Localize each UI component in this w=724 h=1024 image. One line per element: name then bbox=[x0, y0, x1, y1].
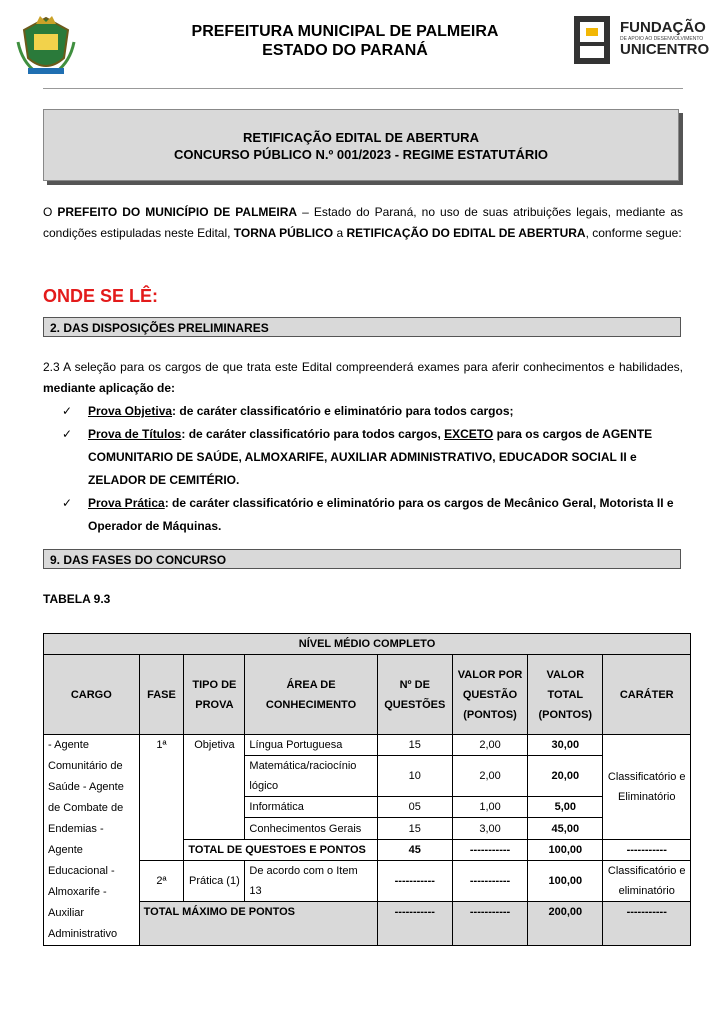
table-row bbox=[44, 860, 691, 901]
header-fase: FASE bbox=[139, 655, 184, 735]
max-valor-questao-cell: ----------- bbox=[452, 902, 527, 946]
exceto-label: EXCETO bbox=[444, 427, 494, 441]
intro-text-3: a bbox=[333, 226, 347, 240]
intro-bold-prefeito: PREFEITO DO MUNICÍPIO DE PALMEIRA bbox=[57, 205, 298, 219]
prova-pratica-label: Prova Prática bbox=[88, 496, 165, 510]
intro-text-4: , conforme segue: bbox=[585, 226, 682, 240]
list-item bbox=[62, 492, 682, 538]
item-2-3-text: 2.3 A seleção para os cargos de que trata este Edital compreenderá exames para aferir conhecimentos e habilidades, bbox=[43, 360, 683, 374]
tipo-1-cell: Objetiva bbox=[184, 735, 245, 840]
area-2-cell: De acordo com o Item 13 bbox=[245, 860, 377, 901]
fases-table bbox=[43, 633, 691, 946]
logo-word-unicentro: UNICENTRO bbox=[620, 41, 710, 58]
valor-questao-2-cell: ----------- bbox=[452, 860, 527, 901]
list-item bbox=[62, 400, 682, 423]
checkmark-icon: ✓ bbox=[62, 496, 73, 510]
header-tipo: TIPO DE PROVA bbox=[184, 655, 245, 735]
valor-questao-cell: 2,00 bbox=[452, 735, 527, 756]
page-title bbox=[150, 22, 540, 60]
fase-1-cell: 1ª bbox=[139, 735, 184, 861]
title-line-1: PREFEITURA MUNICIPAL DE PALMEIRA bbox=[191, 23, 499, 40]
fundacao-unicentro-logo-icon bbox=[572, 14, 612, 66]
fundacao-unicentro-wordmark bbox=[620, 20, 720, 58]
valor-total-cell: 30,00 bbox=[528, 735, 603, 756]
header-carater: CARÁTER bbox=[603, 655, 691, 735]
municipal-crest-logo bbox=[16, 12, 76, 78]
questoes-cell: 15 bbox=[377, 818, 452, 839]
edital-banner bbox=[43, 109, 679, 181]
area-cell: Língua Portuguesa bbox=[245, 735, 377, 756]
table-row bbox=[44, 735, 691, 756]
section-2-heading: 2. DAS DISPOSIÇÕES PRELIMINARES bbox=[43, 317, 681, 337]
prova-titulos-text-1: : de caráter classificatório para todos cargos, bbox=[181, 427, 445, 441]
cargos-cell: - Agente Comunitário de Saúde - Agente de Combate de Endemias - Agente Educacional - Almoxarife - Auxiliar Administrativo bbox=[44, 735, 140, 946]
total-questoes-cell: 45 bbox=[377, 839, 452, 860]
header-cargo: CARGO bbox=[44, 655, 140, 735]
logo-word-fundacao: FUNDAÇÃO bbox=[620, 19, 706, 36]
valor-total-cell: 5,00 bbox=[528, 797, 603, 818]
item-2-3-paragraph bbox=[43, 357, 683, 399]
total-label-cell: TOTAL DE QUESTOES E PONTOS bbox=[184, 839, 377, 860]
prova-pratica-text: : de caráter classificatório e eliminatório para os cargos de Mecânico Geral, Motorista II e Operador de Máquinas. bbox=[88, 496, 674, 533]
max-questoes-cell: ----------- bbox=[377, 902, 452, 946]
max-valor-total-cell: 200,00 bbox=[528, 902, 603, 946]
provas-list bbox=[62, 400, 682, 538]
carater-1-cell: Classificatório e Eliminatório bbox=[603, 735, 691, 840]
intro-paragraph bbox=[43, 202, 683, 244]
questoes-cell: 05 bbox=[377, 797, 452, 818]
tabela-label: TABELA 9.3 bbox=[43, 592, 111, 606]
total-valor-total-cell: 100,00 bbox=[528, 839, 603, 860]
area-cell: Matemática/raciocínio lógico bbox=[245, 756, 377, 797]
intro-bold-retificacao: RETIFICAÇÃO DO EDITAL DE ABERTURA bbox=[346, 226, 586, 240]
table-header-row bbox=[44, 655, 691, 735]
area-cell: Informática bbox=[245, 797, 377, 818]
checkmark-icon: ✓ bbox=[62, 404, 73, 418]
valor-total-cell: 45,00 bbox=[528, 818, 603, 839]
questoes-2-cell: ----------- bbox=[377, 860, 452, 901]
onde-se-le-heading: ONDE SE LÊ: bbox=[43, 286, 159, 306]
table-row-max bbox=[44, 902, 691, 946]
total-carater-cell: ----------- bbox=[603, 839, 691, 860]
fase-2-cell: 2ª bbox=[139, 860, 184, 901]
carater-2-cell: Classificatório e eliminatório bbox=[603, 860, 691, 901]
area-cell: Conhecimentos Gerais bbox=[245, 818, 377, 839]
intro-bold-torna-publico: TORNA PÚBLICO bbox=[233, 226, 334, 240]
max-label-cell: TOTAL MÁXIMO DE PONTOS bbox=[139, 902, 377, 946]
section-9-heading: 9. DAS FASES DO CONCURSO bbox=[43, 549, 681, 569]
prova-titulos-label: Prova de Títulos bbox=[88, 427, 182, 441]
valor-questao-cell: 1,00 bbox=[452, 797, 527, 818]
list-item bbox=[62, 423, 682, 492]
table-title: NÍVEL MÉDIO COMPLETO bbox=[44, 634, 691, 655]
valor-total-cell: 20,00 bbox=[528, 756, 603, 797]
questoes-cell: 15 bbox=[377, 735, 452, 756]
tipo-2-cell: Prática (1) bbox=[184, 860, 245, 901]
prova-objetiva-text: : de caráter classificatório e eliminatório para todos cargos; bbox=[172, 404, 514, 418]
header-valor-total: VALOR TOTAL (PONTOS) bbox=[528, 655, 603, 735]
valor-total-2-cell: 100,00 bbox=[528, 860, 603, 901]
prova-objetiva-label: Prova Objetiva bbox=[88, 404, 173, 418]
total-valor-questao-cell: ----------- bbox=[452, 839, 527, 860]
intro-text-1: O bbox=[43, 205, 58, 219]
header-divider bbox=[43, 88, 683, 89]
item-2-3-bold: mediante aplicação de: bbox=[43, 381, 176, 395]
questoes-cell: 10 bbox=[377, 756, 452, 797]
title-line-2: ESTADO DO PARANÁ bbox=[262, 42, 428, 59]
checkmark-icon: ✓ bbox=[62, 427, 73, 441]
prova-titulos-text-2: para os cargos de AGENTE COMUNITARIO DE SAÚDE, ALMOXARIFE, AUXILIAR ADMINISTRATIVO, EDUCADOR SOCIAL II e ZELADOR DE CEMITÉRIO. bbox=[88, 427, 653, 487]
header-area: ÁREA DE CONHECIMENTO bbox=[245, 655, 377, 735]
header-questoes: Nº DE QUESTÕES bbox=[377, 655, 452, 735]
logo-subtitle: DE APOIO AO DESENVOLVIMENTO bbox=[620, 36, 704, 42]
max-carater-cell: ----------- bbox=[603, 902, 691, 946]
banner-line-2: CONCURSO PÚBLICO N.º 001/2023 - REGIME ESTATUTÁRIO bbox=[173, 147, 549, 162]
valor-questao-cell: 2,00 bbox=[452, 756, 527, 797]
header-valor-questao: VALOR POR QUESTÃO (PONTOS) bbox=[452, 655, 527, 735]
intro-text-2: – Estado do Paraná, no uso de suas atribuições legais, mediante as condições estipuladas neste Edital, bbox=[43, 205, 684, 240]
banner-line-1: RETIFICAÇÃO EDITAL DE ABERTURA bbox=[243, 130, 479, 145]
valor-questao-cell: 3,00 bbox=[452, 818, 527, 839]
